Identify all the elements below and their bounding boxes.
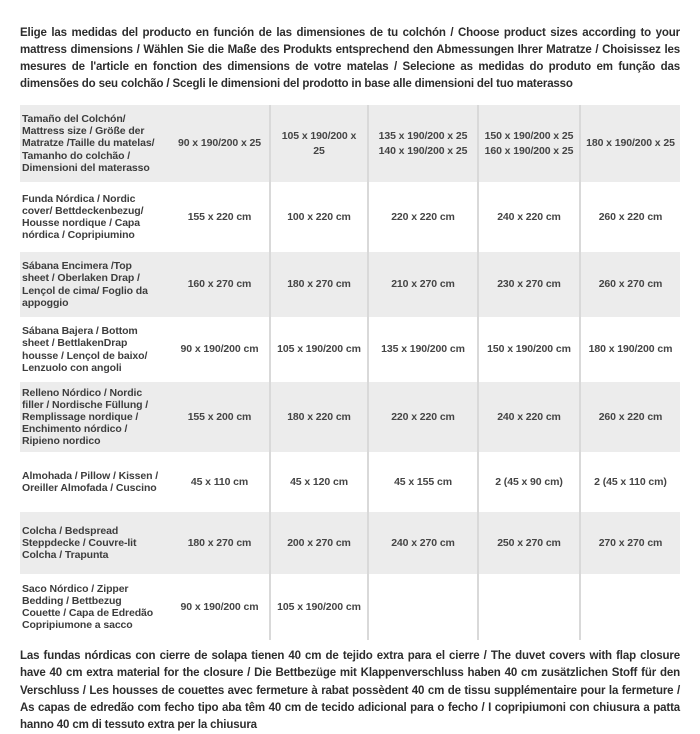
size-value: 200 x 270 cm (287, 536, 351, 549)
size-value: 100 x 220 cm (287, 210, 351, 223)
size-cell (270, 574, 368, 640)
table-row (20, 452, 680, 512)
size-value: 250 x 270 cm (497, 536, 561, 549)
size-value: 180 x 270 cm (287, 278, 351, 291)
size-value: 240 x 270 cm (391, 536, 455, 549)
size-value: 140 x 190/200 x 25 (378, 144, 468, 157)
size-cell (580, 512, 680, 574)
size-cell (580, 574, 680, 640)
size-value: 155 x 200 cm (187, 410, 252, 423)
size-cell (170, 317, 270, 382)
size-cell (170, 452, 270, 512)
size-cell (368, 574, 478, 640)
size-cell (170, 182, 270, 252)
footnote-paragraph: Las fundas nórdicas con cierre de solapa tienen 40 cm de tejido extra para el cierre / The duvet covers with flap closure have 40 cm extra material for the closure / Die Bettbezüge mit Klappenverschluss haben 40 cm zusätzlichen Stoff für den Verschluss / Les housses de couettes avec fermeture à rabat possèdent 40 cm de tissu supplémentaire pour la fermeture / As capas de edredão com fecho tipo aba têm 40 cm de tecido adicional para o fecho / I copripiumoni con chiusura a patta hanno 40 cm di tessuto extra per la chiusura (20, 650, 680, 731)
product-size-table (20, 105, 680, 640)
size-cell (368, 382, 478, 452)
table-row (20, 105, 680, 182)
product-label: Tamaño del Colchón/ Mattress size / Größe der Matratze /Taille du matelas/ Tamanho do colchão / Dimensioni del materasso (22, 113, 155, 174)
size-value: 135 x 190/200 cm (381, 343, 465, 356)
size-cell (478, 105, 580, 182)
size-cell (170, 252, 270, 317)
table-row (20, 382, 680, 452)
size-value: 155 x 220 cm (187, 210, 252, 223)
table-row (20, 182, 680, 252)
size-value: 210 x 270 cm (391, 278, 455, 291)
size-value: 260 x 270 cm (598, 278, 663, 291)
size-value: 180 x 220 cm (287, 410, 351, 423)
size-cell (478, 252, 580, 317)
size-cell (270, 252, 368, 317)
size-value: 270 x 270 cm (598, 536, 663, 549)
size-cell (478, 317, 580, 382)
table-row (20, 317, 680, 382)
size-cell (580, 452, 680, 512)
table-row (20, 252, 680, 317)
product-label: Colcha / Bedspread Steppdecke / Couvre-lit Colcha / Trapunta (22, 524, 137, 562)
size-cell (580, 252, 680, 317)
size-value: 2 (45 x 90 cm) (495, 475, 563, 488)
size-cell (580, 105, 680, 182)
size-table-body (20, 105, 680, 640)
size-value: 150 x 190/200 cm (487, 343, 571, 356)
size-value: 220 x 220 cm (391, 210, 455, 223)
size-value: 90 x 190/200 cm (180, 600, 259, 613)
size-value: 135 x 190/200 x 25 (378, 130, 468, 143)
size-value: 105 x 190/200 cm (277, 600, 361, 613)
size-cell (368, 182, 478, 252)
table-row (20, 512, 680, 574)
size-value: 180 x 190/200 cm (588, 343, 673, 356)
size-cell (270, 105, 368, 182)
size-value: 260 x 220 cm (598, 210, 663, 223)
size-cell (170, 574, 270, 640)
size-cell (478, 382, 580, 452)
size-value: 45 x 110 cm (190, 475, 249, 488)
size-cell (270, 317, 368, 382)
size-cell (368, 512, 478, 574)
size-cell (270, 452, 368, 512)
size-cell (580, 317, 680, 382)
size-value: 180 x 270 cm (187, 536, 252, 549)
size-cell (478, 452, 580, 512)
size-value: 105 x 190/200 cm (277, 343, 361, 356)
size-value: 160 x 190/200 x 25 (484, 144, 574, 157)
size-value: 240 x 220 cm (497, 410, 561, 423)
size-value: 45 x 155 cm (394, 475, 452, 488)
size-cell (478, 182, 580, 252)
product-label: Saco Nórdico / Zipper Bedding / Bettbezug Couette / Capa de Edredão Copripiumone a sacco (22, 582, 154, 632)
product-label: Funda Nórdica / Nordic cover/ Bettdeckenbezug/ Housse nordique / Capa nórdica / Copripiumino (22, 192, 144, 242)
size-value: 230 x 270 cm (497, 278, 561, 291)
size-value: 90 x 190/200 x 25 (178, 137, 261, 150)
product-label: Relleno Nórdico / Nordic filler / Nordische Füllung / Remplissage nordique / Enchimento nórdico / Ripieno nordico (22, 386, 149, 448)
size-value: 105 x 190/200 x 25 (281, 130, 357, 157)
size-cell (270, 512, 368, 574)
product-label: Almohada / Pillow / Kissen / Oreiller Almofada / Cuscino (22, 469, 159, 494)
size-cell (270, 182, 368, 252)
size-cell (580, 182, 680, 252)
size-cell (170, 512, 270, 574)
size-value: 180 x 190/200 x 25 (586, 137, 675, 150)
size-cell (170, 105, 270, 182)
product-label: Sábana Encimera /Top sheet / Oberlaken Drap / Lençol de cima/ Foglio da appoggio (22, 260, 148, 309)
size-cell (270, 382, 368, 452)
size-cell (478, 512, 580, 574)
size-value: 260 x 220 cm (598, 410, 663, 423)
intro-paragraph: Elige las medidas del producto en función de las dimensiones de tu colchón / Choose product sizes according to your mattress dimensions / Wählen Sie die Maße des Produkts entsprechend den Abmessungen Ihrer Matratze / Choisissez les mesures de l'article en fonction des dimensions de votre matelas / Selecione as medidas do produto em função das dimensões do seu colchão / Scegli le dimensioni del prodotto in base alle dimensioni del tuo materasso (20, 26, 680, 91)
size-cell (580, 382, 680, 452)
size-value: 45 x 120 cm (290, 475, 348, 488)
table-row (20, 574, 680, 640)
size-value: 90 x 190/200 cm (180, 343, 259, 356)
size-cell (478, 574, 580, 640)
product-label: Sábana Bajera / Bottom sheet / BettlakenDrap housse / Lençol de baixo/ Lenzuolo con angoli (22, 325, 148, 374)
size-cell (368, 105, 478, 182)
size-cell (170, 382, 270, 452)
size-value: 240 x 220 cm (497, 210, 561, 223)
size-value: 2 (45 x 110 cm) (594, 475, 667, 488)
size-value: 150 x 190/200 x 25 (484, 130, 574, 143)
size-cell (368, 317, 478, 382)
size-cell (368, 452, 478, 512)
size-value: 160 x 270 cm (187, 278, 252, 291)
size-value: 220 x 220 cm (391, 410, 455, 423)
size-cell (368, 252, 478, 317)
